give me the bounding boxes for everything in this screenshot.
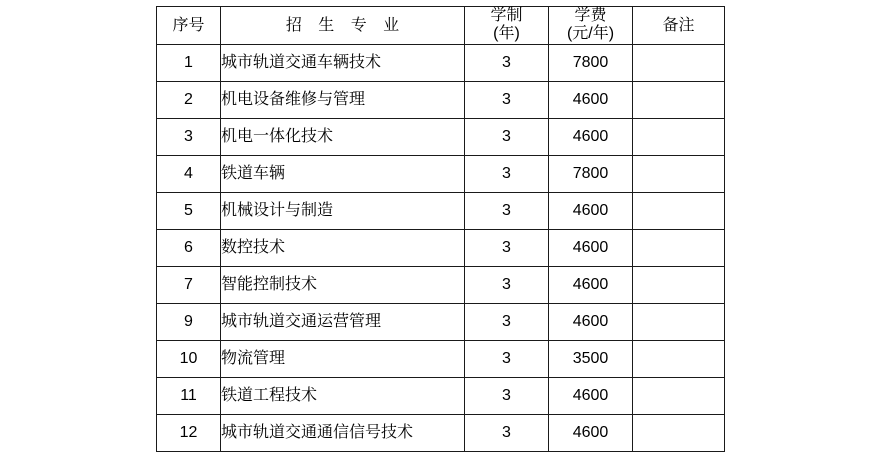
cell-remark	[633, 414, 725, 451]
table-header	[157, 7, 725, 45]
cell-major: 铁道车辆	[221, 155, 465, 192]
cell-fee: 4600	[549, 377, 633, 414]
cell-major: 物流管理	[221, 340, 465, 377]
major-table-container	[156, 6, 724, 452]
cell-major: 铁道工程技术	[221, 377, 465, 414]
header-label-major: 招 生 专 业	[285, 16, 406, 34]
cell-fee: 4600	[549, 266, 633, 303]
cell-remark	[633, 44, 725, 81]
cell-remark	[633, 81, 725, 118]
table-row	[157, 155, 725, 192]
cell-fee: 4600	[549, 414, 633, 451]
table-header-row	[157, 7, 725, 45]
cell-no: 2	[157, 81, 221, 118]
cell-fee: 4600	[549, 192, 633, 229]
cell-years: 3	[465, 229, 549, 266]
cell-no: 6	[157, 229, 221, 266]
table-row	[157, 377, 725, 414]
table-body	[157, 44, 725, 451]
header-label-fee-line1: 学费	[574, 7, 607, 24]
cell-fee: 4600	[549, 81, 633, 118]
cell-years: 3	[465, 155, 549, 192]
cell-remark	[633, 303, 725, 340]
cell-years: 3	[465, 81, 549, 118]
cell-fee: 4600	[549, 303, 633, 340]
cell-no: 12	[157, 414, 221, 451]
cell-years: 3	[465, 340, 549, 377]
table-row	[157, 229, 725, 266]
cell-no: 4	[157, 155, 221, 192]
cell-no: 7	[157, 266, 221, 303]
header-cell-remark: 备注	[633, 7, 725, 45]
cell-no: 3	[157, 118, 221, 155]
cell-no: 9	[157, 303, 221, 340]
cell-years: 3	[465, 377, 549, 414]
cell-years: 3	[465, 414, 549, 451]
table-row	[157, 414, 725, 451]
cell-fee: 3500	[549, 340, 633, 377]
table-row	[157, 192, 725, 229]
table-row	[157, 303, 725, 340]
header-label-years-line1: 学制	[490, 7, 523, 24]
header-cell-major	[221, 7, 465, 45]
enrollment-major-table	[156, 6, 725, 452]
cell-years: 3	[465, 266, 549, 303]
table-row	[157, 118, 725, 155]
cell-remark	[633, 340, 725, 377]
cell-remark	[633, 377, 725, 414]
cell-remark	[633, 266, 725, 303]
cell-major: 城市轨道交通运营管理	[221, 303, 465, 340]
cell-fee: 7800	[549, 44, 633, 81]
table-row	[157, 340, 725, 377]
table-row	[157, 44, 725, 81]
header-label-fee-line2: (元/年)	[566, 25, 615, 43]
cell-fee: 4600	[549, 118, 633, 155]
cell-years: 3	[465, 303, 549, 340]
table-row	[157, 81, 725, 118]
cell-remark	[633, 118, 725, 155]
cell-no: 10	[157, 340, 221, 377]
cell-no: 5	[157, 192, 221, 229]
cell-remark	[633, 229, 725, 266]
cell-major: 城市轨道交通通信信号技术	[221, 414, 465, 451]
cell-fee: 4600	[549, 229, 633, 266]
cell-major: 智能控制技术	[221, 266, 465, 303]
cell-remark	[633, 192, 725, 229]
cell-years: 3	[465, 44, 549, 81]
cell-no: 1	[157, 44, 221, 81]
table-row	[157, 266, 725, 303]
header-cell-fee	[549, 7, 633, 45]
cell-years: 3	[465, 192, 549, 229]
cell-major: 机电一体化技术	[221, 118, 465, 155]
cell-no: 11	[157, 377, 221, 414]
header-label-years-line2: (年)	[493, 25, 520, 43]
cell-major: 机械设计与制造	[221, 192, 465, 229]
cell-years: 3	[465, 118, 549, 155]
header-cell-years	[465, 7, 549, 45]
cell-major: 机电设备维修与管理	[221, 81, 465, 118]
cell-remark	[633, 155, 725, 192]
header-cell-no: 序号	[157, 7, 221, 45]
cell-major: 数控技术	[221, 229, 465, 266]
cell-major: 城市轨道交通车辆技术	[221, 44, 465, 81]
cell-fee: 7800	[549, 155, 633, 192]
